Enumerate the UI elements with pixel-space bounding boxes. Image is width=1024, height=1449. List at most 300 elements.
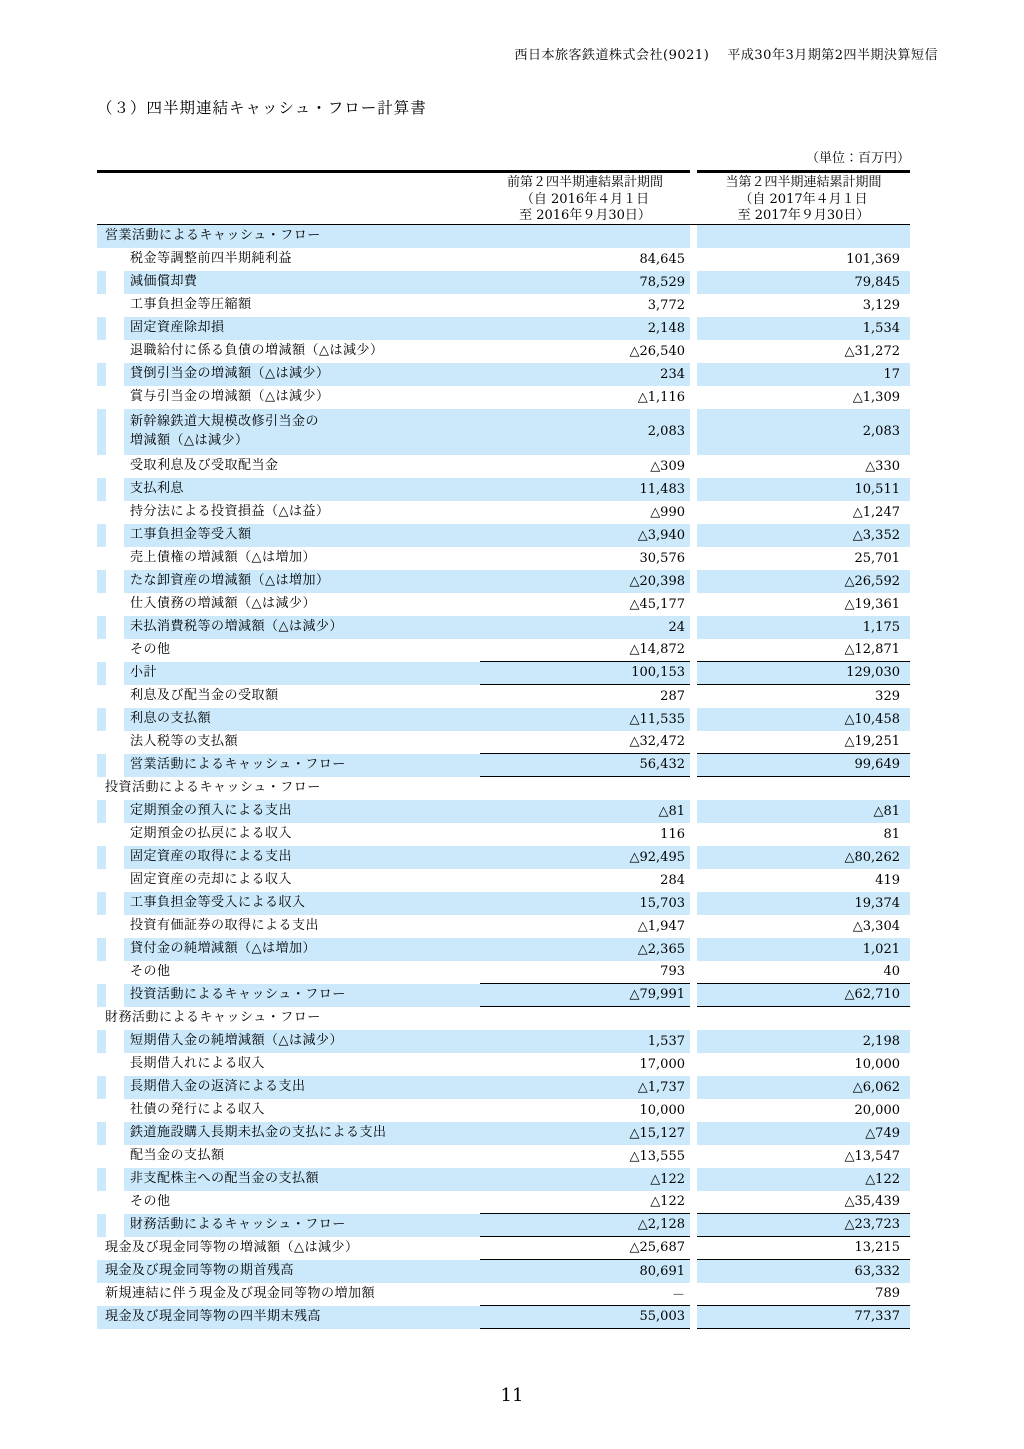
value-prior: 80,691 bbox=[480, 1260, 690, 1283]
value-prior: △122 bbox=[480, 1191, 690, 1214]
row-label: 鉄道施設購入長期未払金の支払による支出 bbox=[124, 1122, 480, 1145]
value-current: △81 bbox=[697, 800, 910, 823]
row-label: 持分法による投資損益（△は益） bbox=[130, 503, 330, 519]
value-current: 2,198 bbox=[697, 1030, 910, 1053]
indent-stub bbox=[97, 248, 106, 271]
value-current: △13,547 bbox=[844, 1148, 900, 1164]
value-prior: 11,483 bbox=[480, 478, 690, 501]
value-prior: 287 bbox=[660, 688, 685, 704]
indent-gap bbox=[106, 800, 124, 823]
indent-stub bbox=[97, 271, 106, 294]
indent-gap bbox=[106, 984, 124, 1007]
indent-stub bbox=[97, 317, 106, 340]
company-header: 西日本旅客鉄道株式会社(9021) 平成30年3月期第2四半期決算短信 bbox=[514, 48, 938, 63]
row-label: その他 bbox=[130, 1193, 171, 1209]
value-prior: △1,116 bbox=[637, 389, 685, 405]
value-current: △23,723 bbox=[697, 1214, 910, 1237]
table-row bbox=[97, 1237, 910, 1260]
column-gap bbox=[690, 869, 697, 892]
value-current: △1,309 bbox=[852, 389, 900, 405]
value-current: 17 bbox=[697, 363, 910, 386]
value-current: △3,352 bbox=[697, 524, 910, 547]
column-gap bbox=[690, 1122, 697, 1145]
table-row bbox=[97, 294, 910, 317]
table-row bbox=[97, 1260, 910, 1283]
header-spacer bbox=[97, 170, 480, 224]
row-label: 長期借入金の返済による支出 bbox=[124, 1076, 480, 1099]
table-row bbox=[97, 340, 910, 363]
table-row bbox=[97, 386, 910, 409]
column-gap bbox=[690, 915, 697, 938]
value-prior: 3,772 bbox=[647, 297, 685, 313]
value-current: 1,175 bbox=[697, 616, 910, 639]
value-prior: △26,540 bbox=[629, 343, 685, 359]
indent-gap bbox=[106, 593, 124, 616]
section-row bbox=[97, 777, 910, 800]
column-gap bbox=[690, 248, 697, 271]
column-gap bbox=[690, 892, 697, 915]
row-label: 社債の発行による収入 bbox=[130, 1101, 266, 1117]
indent-stub bbox=[97, 1099, 106, 1122]
value-prior: △15,127 bbox=[480, 1122, 690, 1145]
value-prior: 2,148 bbox=[480, 317, 690, 340]
period-title: 前第２四半期連結累計期間 bbox=[506, 175, 663, 190]
indent-gap bbox=[106, 340, 124, 363]
column-gap bbox=[690, 639, 697, 662]
row-label: 賞与引当金の増減額（△は減少） bbox=[130, 388, 330, 404]
value-prior: △990 bbox=[650, 504, 685, 520]
indent-gap bbox=[106, 1145, 124, 1168]
indent-stub bbox=[97, 363, 106, 386]
row-label: 非支配株主への配当金の支払額 bbox=[124, 1168, 480, 1191]
row-label: 投資活動によるキャッシュ・フロー bbox=[105, 779, 321, 795]
value-current: 63,332 bbox=[697, 1260, 910, 1283]
row-label: 固定資産の売却による収入 bbox=[130, 871, 293, 887]
row-label: 貸付金の純増減額（△は増加） bbox=[124, 938, 480, 961]
column-gap bbox=[690, 1053, 697, 1076]
table-row bbox=[97, 1053, 910, 1076]
indent-stub bbox=[97, 846, 106, 869]
column-gap bbox=[690, 846, 697, 869]
column-gap bbox=[690, 455, 697, 478]
indent-gap bbox=[106, 248, 124, 271]
indent-gap bbox=[106, 708, 124, 731]
row-label: 利息及び配当金の受取額 bbox=[130, 687, 279, 703]
row-label: 受取利息及び受取配当金 bbox=[130, 457, 279, 473]
period-column-header-current bbox=[697, 170, 910, 224]
value-prior: △14,872 bbox=[480, 639, 690, 662]
value-current: 19,374 bbox=[697, 892, 910, 915]
indent-gap bbox=[106, 1076, 124, 1099]
column-gap bbox=[690, 1306, 697, 1329]
value-prior: △1,737 bbox=[480, 1076, 690, 1099]
value-prior: 24 bbox=[480, 616, 690, 639]
column-gap bbox=[690, 363, 697, 386]
table-row bbox=[97, 984, 910, 1007]
indent-stub bbox=[97, 409, 106, 455]
indent-gap bbox=[106, 524, 124, 547]
row-label: 現金及び現金同等物の期首残高 bbox=[97, 1260, 480, 1283]
row-label: 減価償却費 bbox=[124, 271, 480, 294]
value-current: 1,534 bbox=[697, 317, 910, 340]
value-current: △1,247 bbox=[852, 504, 900, 520]
row-label: 現金及び現金同等物の四半期末残高 bbox=[97, 1306, 480, 1329]
indent-stub bbox=[97, 547, 106, 570]
value-current: 329 bbox=[875, 688, 900, 704]
column-gap bbox=[690, 754, 697, 777]
value-prior: 30,576 bbox=[639, 550, 685, 566]
indent-stub bbox=[97, 340, 106, 363]
column-gap bbox=[690, 1007, 697, 1030]
value-prior: △25,687 bbox=[480, 1237, 690, 1260]
value-current: △122 bbox=[697, 1168, 910, 1191]
column-gap bbox=[690, 1145, 697, 1168]
table-row bbox=[97, 1306, 910, 1329]
row-label: 支払利息 bbox=[124, 478, 480, 501]
value-current: △26,592 bbox=[697, 570, 910, 593]
column-gap bbox=[690, 317, 697, 340]
indent-gap bbox=[106, 1214, 124, 1237]
table-row bbox=[97, 1122, 910, 1145]
row-label: その他 bbox=[130, 641, 171, 657]
indent-gap bbox=[106, 1122, 124, 1145]
value-prior: △13,555 bbox=[629, 1148, 685, 1164]
table-row bbox=[97, 800, 910, 823]
indent-stub bbox=[97, 1191, 106, 1214]
indent-gap bbox=[106, 1030, 124, 1053]
row-label: 工事負担金等圧縮額 bbox=[130, 296, 252, 312]
value-prior: △79,991 bbox=[480, 984, 690, 1007]
indent-stub bbox=[97, 1145, 106, 1168]
indent-stub bbox=[97, 754, 106, 777]
section-row bbox=[97, 1007, 910, 1030]
value-current bbox=[697, 225, 910, 248]
indent-stub bbox=[97, 455, 106, 478]
indent-stub bbox=[97, 1122, 106, 1145]
page-title: （３）四半期連結キャッシュ・フロー計算書 bbox=[97, 99, 427, 117]
table-row bbox=[97, 869, 910, 892]
value-prior: △20,398 bbox=[480, 570, 690, 593]
period-to: 至 2016年９月30日） bbox=[519, 208, 651, 223]
indent-gap bbox=[106, 501, 124, 524]
indent-gap bbox=[106, 409, 124, 455]
value-current: 20,000 bbox=[854, 1102, 900, 1118]
indent-stub bbox=[97, 685, 106, 708]
value-current: △31,272 bbox=[844, 343, 900, 359]
row-label: 新規連結に伴う現金及び現金同等物の増加額 bbox=[105, 1285, 376, 1301]
table-row bbox=[97, 708, 910, 731]
indent-stub bbox=[97, 938, 106, 961]
column-gap bbox=[690, 501, 697, 524]
column-gap bbox=[690, 1168, 697, 1191]
column-gap bbox=[690, 478, 697, 501]
value-prior: △45,177 bbox=[629, 596, 685, 612]
indent-stub bbox=[97, 639, 106, 662]
table-row bbox=[97, 570, 910, 593]
indent-gap bbox=[106, 363, 124, 386]
value-current: △19,361 bbox=[844, 596, 900, 612]
row-label: 長期借入れによる収入 bbox=[130, 1055, 266, 1071]
column-gap bbox=[690, 1283, 697, 1306]
table-row bbox=[97, 1145, 910, 1168]
column-gap bbox=[690, 938, 697, 961]
value-prior: 55,003 bbox=[480, 1306, 690, 1329]
cashflow-table bbox=[97, 170, 910, 1329]
value-current: 10,511 bbox=[697, 478, 910, 501]
table-row bbox=[97, 1214, 910, 1237]
column-gap bbox=[690, 294, 697, 317]
value-current: 419 bbox=[875, 872, 900, 888]
value-prior: 284 bbox=[660, 872, 685, 888]
column-gap bbox=[690, 1099, 697, 1122]
column-gap bbox=[690, 1076, 697, 1099]
row-label: 財務活動によるキャッシュ・フロー bbox=[124, 1214, 480, 1237]
value-current: 13,215 bbox=[697, 1237, 910, 1260]
value-prior: △2,128 bbox=[480, 1214, 690, 1237]
table-row bbox=[97, 731, 910, 754]
value-prior: － bbox=[480, 1283, 690, 1306]
column-gap bbox=[690, 524, 697, 547]
indent-gap bbox=[106, 869, 124, 892]
column-gap bbox=[690, 800, 697, 823]
indent-gap bbox=[106, 1053, 124, 1076]
section-row bbox=[97, 225, 910, 248]
value-prior: △32,472 bbox=[480, 731, 690, 754]
table-row bbox=[97, 547, 910, 570]
column-gap bbox=[690, 984, 697, 1007]
value-prior: △122 bbox=[480, 1168, 690, 1191]
indent-gap bbox=[106, 961, 124, 984]
indent-gap bbox=[106, 478, 124, 501]
row-label: その他 bbox=[130, 963, 171, 979]
indent-stub bbox=[97, 708, 106, 731]
value-current: 79,845 bbox=[697, 271, 910, 294]
indent-stub bbox=[97, 1030, 106, 1053]
table-row bbox=[97, 754, 910, 777]
value-current bbox=[697, 1007, 910, 1030]
table-body bbox=[97, 225, 910, 1329]
row-label: 定期預金の払戻による収入 bbox=[130, 825, 293, 841]
table-row bbox=[97, 662, 910, 685]
row-label: 固定資産除却損 bbox=[124, 317, 480, 340]
indent-gap bbox=[106, 271, 124, 294]
page-number: 11 bbox=[500, 1385, 524, 1406]
column-gap bbox=[690, 1030, 697, 1053]
table-row bbox=[97, 455, 910, 478]
row-label: 利息の支払額 bbox=[124, 708, 480, 731]
column-gap bbox=[690, 662, 697, 685]
indent-gap bbox=[106, 317, 124, 340]
row-label: 法人税等の支払額 bbox=[130, 733, 239, 749]
table-row bbox=[97, 823, 910, 846]
indent-stub bbox=[97, 570, 106, 593]
column-gap bbox=[690, 823, 697, 846]
table-row bbox=[97, 616, 910, 639]
indent-gap bbox=[106, 892, 124, 915]
value-current: 101,369 bbox=[846, 251, 900, 267]
indent-stub bbox=[97, 915, 106, 938]
table-row bbox=[97, 478, 910, 501]
indent-gap bbox=[106, 731, 124, 754]
row-label: 投資活動によるキャッシュ・フロー bbox=[124, 984, 480, 1007]
value-prior: 78,529 bbox=[480, 271, 690, 294]
row-label: たな卸資産の増減額（△は増加） bbox=[124, 570, 480, 593]
table-row bbox=[97, 1099, 910, 1122]
value-prior: 1,537 bbox=[480, 1030, 690, 1053]
period-to: 至 2017年９月30日） bbox=[737, 208, 870, 223]
value-prior bbox=[480, 1007, 690, 1030]
value-prior bbox=[480, 777, 690, 800]
period-from: （自 2017年４月１日 bbox=[739, 191, 868, 207]
column-gap bbox=[690, 731, 697, 754]
indent-stub bbox=[97, 892, 106, 915]
column-gap bbox=[690, 708, 697, 731]
column-gap bbox=[690, 409, 697, 455]
indent-stub bbox=[97, 524, 106, 547]
column-gap bbox=[690, 1237, 697, 1260]
value-prior: 2,083 bbox=[480, 409, 690, 455]
column-gap bbox=[690, 547, 697, 570]
indent-stub bbox=[97, 823, 106, 846]
header-column-gap bbox=[690, 170, 697, 224]
indent-gap bbox=[106, 938, 124, 961]
period-title: 当第２四半期連結累計期間 bbox=[725, 175, 882, 190]
table-row bbox=[97, 1283, 910, 1306]
value-current: 789 bbox=[697, 1283, 910, 1306]
value-current: 3,129 bbox=[862, 297, 900, 313]
table-row bbox=[97, 501, 910, 524]
indent-gap bbox=[106, 915, 124, 938]
table-row bbox=[97, 363, 910, 386]
table-row bbox=[97, 248, 910, 271]
value-prior: 10,000 bbox=[639, 1102, 685, 1118]
table-row bbox=[97, 317, 910, 340]
indent-stub bbox=[97, 501, 106, 524]
value-current: 25,701 bbox=[854, 550, 900, 566]
indent-gap bbox=[106, 547, 124, 570]
table-row bbox=[97, 639, 910, 662]
indent-gap bbox=[106, 1168, 124, 1191]
value-current: △80,262 bbox=[697, 846, 910, 869]
row-label: 固定資産の取得による支出 bbox=[124, 846, 480, 869]
value-current: 10,000 bbox=[854, 1056, 900, 1072]
table-row bbox=[97, 593, 910, 616]
indent-stub bbox=[97, 1214, 106, 1237]
value-prior: 100,153 bbox=[480, 662, 690, 685]
value-current: △6,062 bbox=[697, 1076, 910, 1099]
period-column-header-prior bbox=[480, 170, 690, 224]
row-label: 投資有価証券の取得による支出 bbox=[130, 917, 320, 933]
value-current: △35,439 bbox=[697, 1191, 910, 1214]
value-current: 99,649 bbox=[697, 754, 910, 777]
indent-gap bbox=[106, 616, 124, 639]
value-current: △749 bbox=[697, 1122, 910, 1145]
indent-stub bbox=[97, 984, 106, 1007]
value-prior: 56,432 bbox=[480, 754, 690, 777]
value-current: 1,021 bbox=[697, 938, 910, 961]
indent-gap bbox=[106, 294, 124, 317]
indent-stub bbox=[97, 593, 106, 616]
row-label: 工事負担金等受入による収入 bbox=[124, 892, 480, 915]
row-label: 財務活動によるキャッシュ・フロー bbox=[105, 1009, 321, 1025]
row-label: 貸倒引当金の増減額（△は減少） bbox=[124, 363, 480, 386]
indent-stub bbox=[97, 1076, 106, 1099]
column-gap bbox=[690, 616, 697, 639]
column-gap bbox=[690, 386, 697, 409]
value-current: △62,710 bbox=[697, 984, 910, 1007]
column-gap bbox=[690, 340, 697, 363]
column-gap bbox=[690, 1260, 697, 1283]
indent-stub bbox=[97, 386, 106, 409]
row-label: 税金等調整前四半期純利益 bbox=[130, 250, 293, 266]
value-prior: △3,940 bbox=[480, 524, 690, 547]
row-label: 工事負担金等受入額 bbox=[124, 524, 480, 547]
row-label: 仕入債務の増減額（△は減少） bbox=[130, 595, 316, 611]
row-label: 未払消費税等の増減額（△は減少） bbox=[124, 616, 480, 639]
table-header bbox=[97, 170, 910, 225]
value-current: 40 bbox=[697, 961, 910, 984]
column-gap bbox=[690, 225, 697, 248]
table-row bbox=[97, 271, 910, 294]
row-label: 短期借入金の純増減額（△は減少） bbox=[124, 1030, 480, 1053]
value-prior: △2,365 bbox=[480, 938, 690, 961]
column-gap bbox=[690, 1191, 697, 1214]
value-prior: △1,947 bbox=[637, 918, 685, 934]
indent-stub bbox=[97, 1168, 106, 1191]
indent-gap bbox=[106, 846, 124, 869]
value-prior: 234 bbox=[480, 363, 690, 386]
row-label: 配当金の支払額 bbox=[130, 1147, 225, 1163]
value-current: △330 bbox=[865, 458, 900, 474]
table-row bbox=[97, 1168, 910, 1191]
indent-stub bbox=[97, 662, 106, 685]
table-row bbox=[97, 409, 910, 455]
indent-gap bbox=[106, 386, 124, 409]
row-label: 小計 bbox=[124, 662, 480, 685]
value-current bbox=[697, 777, 910, 800]
value-prior: 84,645 bbox=[639, 251, 685, 267]
indent-gap bbox=[106, 455, 124, 478]
table-row bbox=[97, 938, 910, 961]
indent-stub bbox=[97, 869, 106, 892]
indent-gap bbox=[106, 754, 124, 777]
table-row bbox=[97, 524, 910, 547]
value-prior bbox=[480, 225, 690, 248]
value-prior: △309 bbox=[650, 458, 685, 474]
value-prior: 116 bbox=[660, 826, 685, 842]
value-current: 129,030 bbox=[697, 662, 910, 685]
table-row bbox=[97, 892, 910, 915]
column-gap bbox=[690, 593, 697, 616]
indent-gap bbox=[106, 662, 124, 685]
table-row bbox=[97, 915, 910, 938]
indent-gap bbox=[106, 639, 124, 662]
column-gap bbox=[690, 685, 697, 708]
unit-label: （単位：百万円） bbox=[805, 151, 910, 166]
indent-gap bbox=[106, 823, 124, 846]
table-row bbox=[97, 846, 910, 869]
value-prior: △92,495 bbox=[480, 846, 690, 869]
indent-stub bbox=[97, 294, 106, 317]
value-current: △12,871 bbox=[697, 639, 910, 662]
value-current: △10,458 bbox=[697, 708, 910, 731]
row-label: 営業活動によるキャッシュ・フロー bbox=[124, 754, 480, 777]
value-prior: △81 bbox=[480, 800, 690, 823]
indent-stub bbox=[97, 731, 106, 754]
value-prior: 793 bbox=[480, 961, 690, 984]
indent-stub bbox=[97, 478, 106, 501]
value-current: 77,337 bbox=[697, 1306, 910, 1329]
